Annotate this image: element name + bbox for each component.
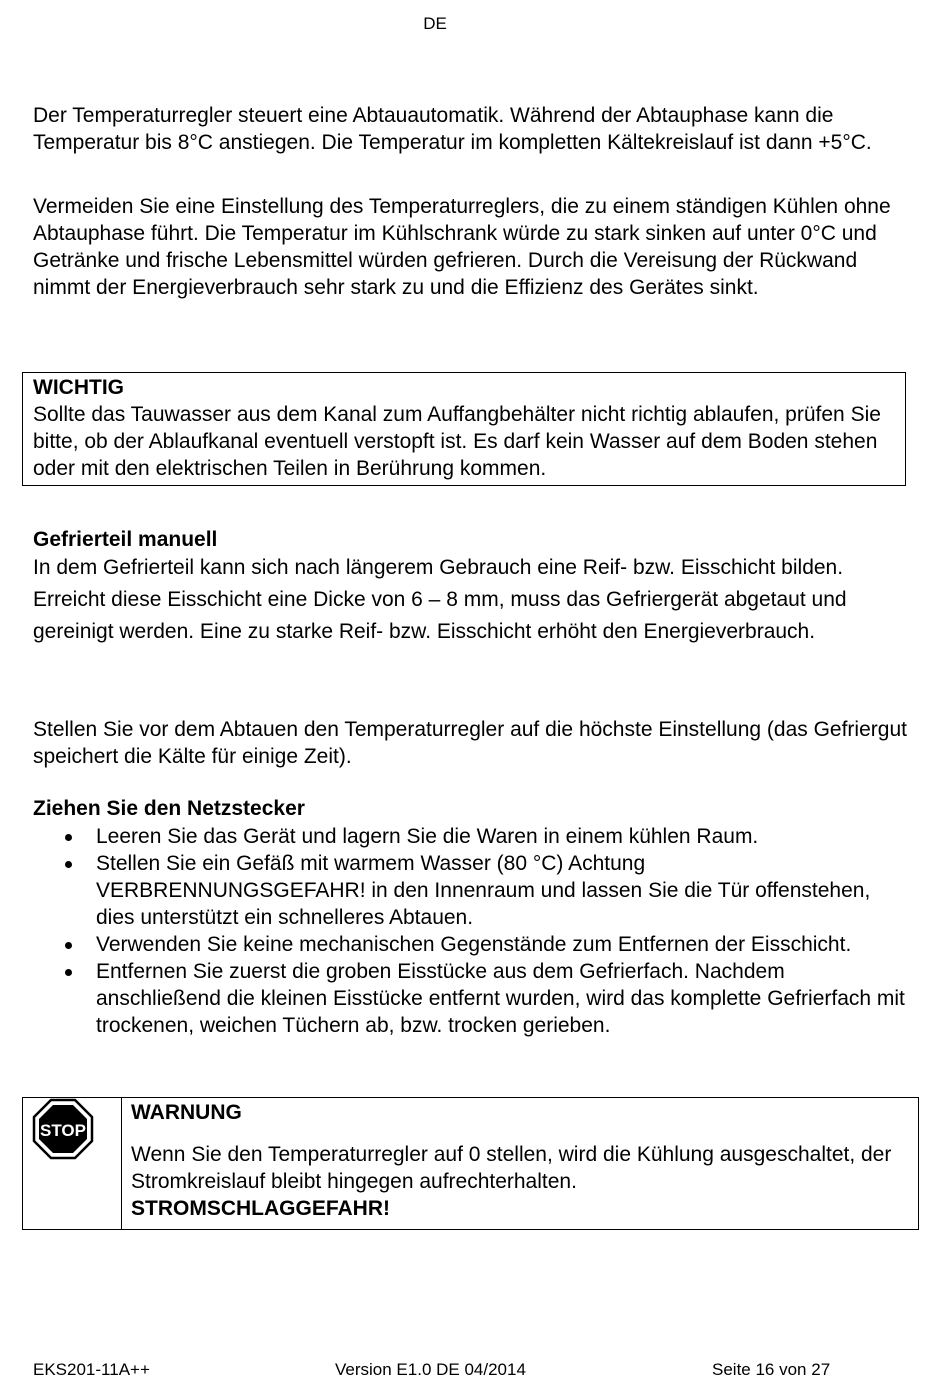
list-item: Entfernen Sie zuerst die groben Eisstücke aus dem Gefrierfach. Nachdem anschließend die kleinen Eisstücke entfernt wurden, wird das komplette Gefrierfach mit trockenen, weichen Tüchern ab, bzw. trocken gerieben. (33, 958, 913, 1039)
section-unplug-title: Ziehen Sie den Netzstecker (33, 797, 305, 820)
section-freezer-manual (33, 526, 913, 648)
warning-icon-cell (23, 1098, 122, 1229)
list-item: Leeren Sie das Gerät und lagern Sie die Waren in einem kühlen Raum. (33, 823, 913, 850)
warning-text-cell (131, 1098, 901, 1222)
paragraph-set-regulator: Stellen Sie vor dem Abtauen den Temperaturregler auf die höchste Einstellung (das Gefriergut speichert die Kälte für einige Zeit). (33, 718, 907, 768)
warning-emphasis: STROMSCHLAGGEFAHR! (131, 1197, 390, 1220)
page-header-language: DE (423, 14, 447, 33)
warning-body: Wenn Sie den Temperaturregler auf 0 stellen, wird die Kühlung ausgeschaltet, der Stromkreislauf bleibt hingegen aufrechterhalten. (131, 1143, 892, 1193)
important-title: WICHTIG (33, 376, 124, 399)
list-item: Verwenden Sie keine mechanischen Gegenstände zum Entfernen der Eisschicht. (33, 931, 913, 958)
section-unplug (33, 795, 913, 1039)
paragraph-defrost-automatic: Der Temperaturregler steuert eine Abtauautomatik. Während der Abtauphase kann die Temperatur bis 8°C anstiegen. Die Temperatur im kompletten Kältekreislauf ist dann +5°C. (33, 104, 872, 154)
section-freezer-body: In dem Gefrierteil kann sich nach längerem Gebrauch eine Reif- bzw. Eisschicht bilden. Erreicht diese Eisschicht eine Dicke von 6 – 8 mm, muss das Gefriergerät abgetaut und gereinigt werden. Eine zu starke Reif- bzw. Eisschicht erhöht den Energieverbrauch. (33, 556, 847, 643)
important-notice-box (22, 372, 906, 486)
bullet-icon (65, 942, 72, 949)
stop-sign-text: STOP (40, 1121, 86, 1140)
unplug-steps-list (33, 823, 913, 1039)
important-body: Sollte das Tauwasser aus dem Kanal zum Auffangbehälter nicht richtig ablaufen, prüfen Sie bitte, ob der Ablaufkanal eventuell verstopft ist. Es darf kein Wasser auf dem Boden stehen oder mit den elektrischen Teilen in Berührung kommen. (33, 403, 881, 480)
footer-page-number: Seite 16 von 27 (712, 1360, 831, 1379)
bullet-icon (65, 969, 72, 976)
bullet-icon (65, 834, 72, 841)
bullet-icon (65, 861, 72, 868)
footer-version: Version E1.0 DE 04/2014 (335, 1360, 526, 1379)
stop-sign-icon (32, 1098, 94, 1160)
footer-model: EKS201-11A++ (33, 1360, 150, 1379)
warning-title: WARNUNG (131, 1101, 242, 1124)
list-item: Stellen Sie ein Gefäß mit warmem Wasser (80 °C) Achtung VERBRENNUNGSGEFAHR! in den Innenraum und lassen Sie die Tür offenstehen, dies unterstützt ein schnelleres Abtauen. (33, 850, 913, 931)
paragraph-avoid-setting: Vermeiden Sie eine Einstellung des Temperaturreglers, die zu einem ständigen Kühlen ohne Abtauphase führt. Die Temperatur im Kühlschrank würde zu stark sinken auf unter 0°C und Getränke und frische Lebensmittel würden gefrieren. Durch die Vereisung der Rückwand nimmt der Energieverbrauch sehr stark zu und die Effizienz des Gerätes sinkt. (33, 195, 891, 299)
section-freezer-title: Gefrierteil manuell (33, 528, 218, 551)
warning-box (22, 1097, 919, 1230)
